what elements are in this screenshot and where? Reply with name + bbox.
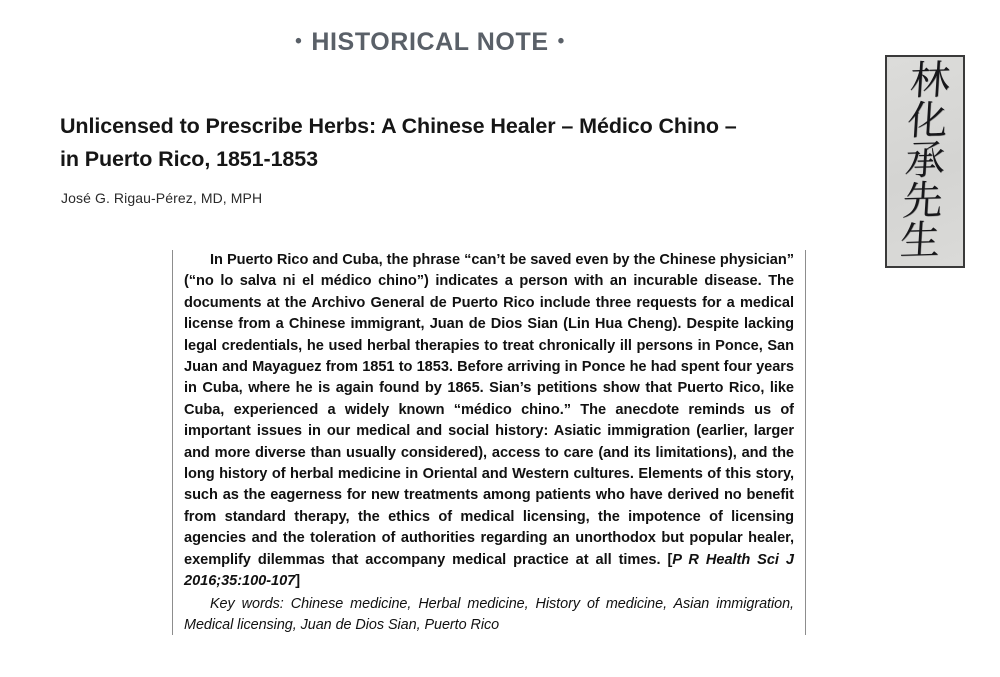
calligraphy-char-1: 林 <box>908 57 952 105</box>
abstract-block <box>172 250 806 635</box>
calligraphy-characters <box>885 56 965 267</box>
section-header <box>0 28 860 57</box>
section-header-label: HISTORICAL NOTE <box>311 28 549 56</box>
citation-bracket-close: ] <box>295 573 301 590</box>
bullet-left-icon: • <box>295 31 303 52</box>
journal-citation: P R Health Sci J 2016;35:100-107 <box>184 551 794 590</box>
calligraphy-char-5: 生 <box>898 217 942 265</box>
calligraphy-char-2: 化 <box>906 97 949 145</box>
author-byline: José G. Rigau-Pérez, MD, MPH <box>61 190 263 206</box>
calligraphy-char-3: 承 <box>903 137 947 185</box>
bullet-right-icon: • <box>557 31 565 52</box>
abstract-paragraph <box>184 250 794 593</box>
keywords-line: Key words: Chinese medicine, Herbal medicine, History of medicine, Asian immigration, Medical licensing, Juan de Dios Sian, Puerto Rico <box>184 595 794 633</box>
abstract-body-text: In Puerto Rico and Cuba, the phrase “can’t be saved even by the Chinese physician” (“no lo salva ni el médico chino”) indicates a person with an incurable disease. The documents at the Archivo General de Puerto Rico include three requests for a medical license from a Chinese immigrant, Juan de Dios Sian (Lin Hua Cheng). Despite lacking legal credentials, he used herbal therapies to treat chronically ill persons in Ponce, San Juan and Mayaguez from 1851 to 1853. Before arriving in Ponce he had spent four years in Cuba, where he is again found by 1865. Sian’s petitions show that Puerto Rico, like Cuba, experienced a widely known “médico chino.” The anecdote reminds us of important issues in our medical and social history: Asiatic immigration (earlier, larger and more diverse than usually considered), access to care (and its limitations), and the long history of herbal medicine in Oriental and Western cultures. Elements of this story, such as the eagerness for new treatments among patients who have derived no benefit from standard therapy, the ethics of medical licensing, the impotence of licensing agencies and the toleration of authorities regarding an unorthodox but popular healer, exemplify dilemmas that accompany medical practice at all times. <box>184 252 794 568</box>
article-title: Unlicensed to Prescribe Herbs: A Chinese Healer – Médico Chino – in Puerto Rico, 1851-1853 <box>60 114 737 172</box>
calligraphy-figure <box>885 55 965 268</box>
abstract-inner <box>173 250 805 636</box>
calligraphy-char-4: 先 <box>901 177 945 225</box>
citation-bracket-open: [ <box>667 551 673 568</box>
